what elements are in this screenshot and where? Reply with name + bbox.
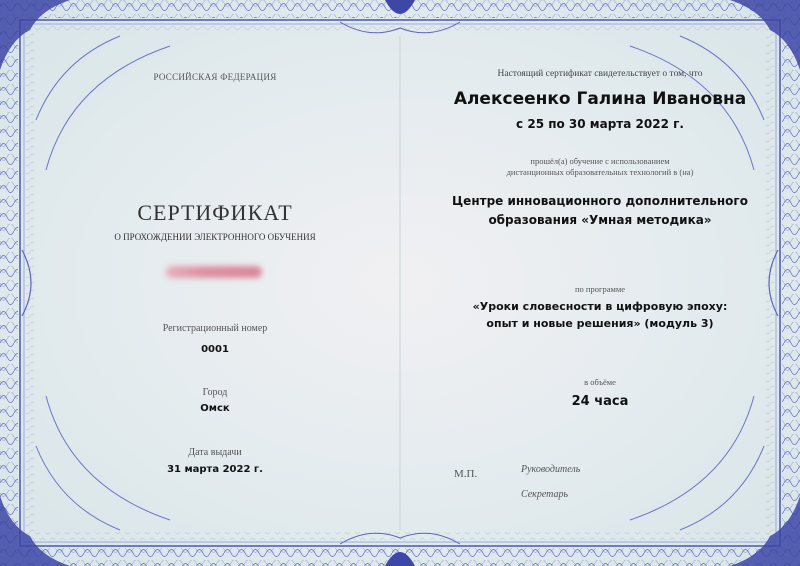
reg-number-value: 0001: [201, 344, 229, 355]
volume-value: 24 часа: [571, 394, 629, 409]
issue-date-label: Дата выдачи: [188, 447, 242, 458]
volume-label: в объёме: [584, 377, 616, 387]
trained-line-2: дистанционных образовательных технологий в (на): [506, 167, 694, 177]
certificate-subtitle: О ПРОХОЖДЕНИИ ЭЛЕКТРОННОГО ОБУЧЕНИЯ: [114, 232, 316, 242]
recipient-name: Алексеенко Галина Ивановна: [453, 89, 747, 109]
country-label: РОССИЙСКАЯ ФЕДЕРАЦИЯ: [153, 72, 277, 82]
head-signature-label: Руководитель: [521, 464, 581, 475]
redacted-field: [166, 266, 262, 278]
training-period: с 25 по 30 марта 2022 г.: [516, 117, 684, 131]
city-value: Омск: [200, 403, 230, 414]
program-label: по программе: [574, 284, 625, 294]
seal-label: М.П.: [454, 468, 478, 480]
intro-text: Настоящий сертификат свидетельствует о том, что: [497, 69, 703, 79]
issue-date-value: 31 марта 2022 г.: [167, 464, 263, 475]
reg-number-label: Регистрационный номер: [162, 323, 268, 334]
organization-line-1: Центре инновационного дополнительного: [452, 194, 748, 208]
program-line-2: опыт и новые решения» (модуль 3): [486, 317, 714, 330]
secretary-signature-label: Секретарь: [521, 489, 569, 500]
organization-line-2: образования «Умная методика»: [488, 213, 712, 227]
city-label: Город: [202, 387, 228, 398]
trained-line-1: прошёл(а) обучение с использованием: [530, 156, 670, 166]
program-line-1: «Уроки словесности в цифровую эпоху:: [472, 300, 728, 313]
certificate-title: СЕРТИФИКАТ: [137, 200, 293, 225]
right-page: [400, 0, 800, 566]
